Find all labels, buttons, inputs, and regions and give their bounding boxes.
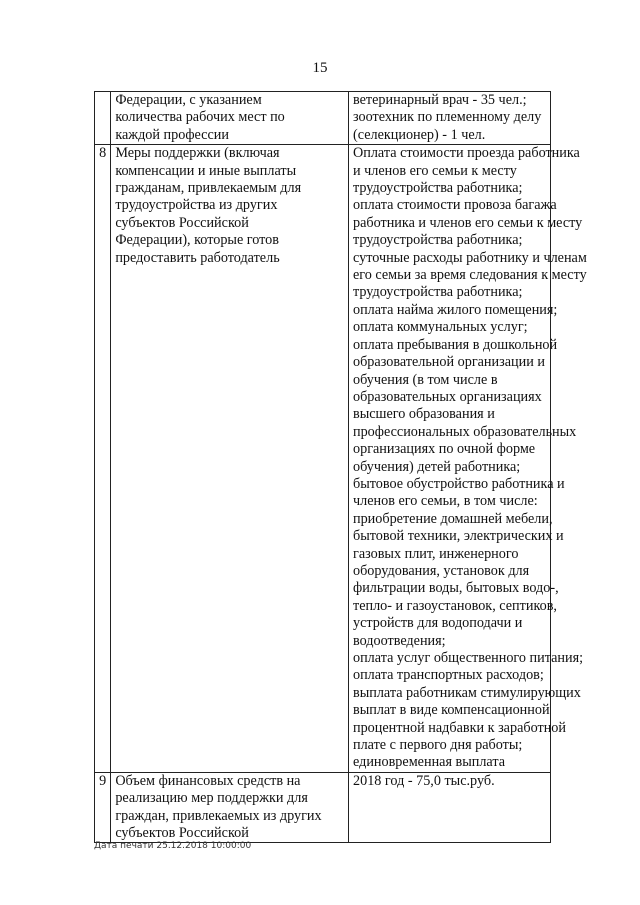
value-line: оплата пребывания в дошкольной [353,336,558,353]
row-value-cell [349,772,551,843]
value-line: обучения) детей работника; [353,458,521,475]
value-line: оплата коммунальных услуг; [353,319,528,336]
name-line: количества рабочих мест по [115,109,285,126]
value-line: и членов его семьи к месту [353,162,517,179]
name-line: компенсации и иные выплаты [115,162,297,179]
name-line: Федерации, с указанием [115,92,262,108]
row-value-cell [349,145,587,773]
value-line: обучения (в том числе в [353,371,498,388]
value-line: его семьи за время следования к месту [353,267,587,284]
print-date: Дата печати 25.12.2018 10:00:00 [94,841,252,851]
row-number: 8 [95,145,111,773]
name-line: реализацию мер поддержки для [115,790,308,807]
value-line: зоотехник по племенному делу [353,109,542,126]
name-line: гражданам, привлекаемым для [115,180,302,197]
value-line: приобретение домашней мебели, [353,510,553,527]
name-line: граждан, привлекаемых из других [115,807,322,824]
value-line: выплат в виде компенсационной [353,702,550,719]
row-value-cell [349,92,551,145]
name-line: Федерации), которые готов [115,232,279,249]
value-line: организациях по очной форме [353,441,536,458]
value-line: суточные расходы работнику и членам [353,249,587,266]
table-row [95,92,551,145]
row-name-cell [111,772,349,843]
row-name-cell [111,145,349,773]
value-line: работника и членов его семьи к месту [353,214,583,231]
value-line: трудоустройства работника; [353,284,523,301]
value-line: водоотведения; [353,632,446,649]
value-line: единовременная выплата [353,754,506,771]
value-line: оборудования, установок для [353,562,530,579]
table-body [95,92,587,843]
name-line: Меры поддержки (включая [115,145,280,162]
row-number: 9 [95,772,111,843]
value-line: выплата работникам стимулирующих [353,684,581,701]
value-line: профессиональных образовательных [353,423,577,440]
name-line: Объем финансовых средств на [115,772,301,789]
name-line: предоставить работодатель [115,249,280,266]
value-line: оплата найма жилого помещения; [353,301,558,318]
value-line: ветеринарный врач - 35 чел.; [353,92,527,108]
value-line: 2018 год - 75,0 тыс.руб. [353,772,495,789]
name-line: субъектов Российской [115,214,249,231]
requirements-table [94,91,587,843]
name-line: трудоустройства из других [115,197,278,214]
value-line: фильтрации воды, бытовых водо-, [353,580,559,597]
table-row [95,145,551,773]
value-line: оплата транспортных расходов; [353,667,544,684]
value-line: трудоустройства работника; [353,180,523,197]
value-line: (селекционер) - 1 чел. [353,126,486,143]
value-line: устройств для водоподачи и [353,615,523,632]
value-line: членов его семьи, в том числе: [353,493,538,510]
value-line: образовательной организации и [353,354,545,371]
value-line: оплата стоимости провоза багажа [353,197,557,214]
value-line: Оплата стоимости проезда работника [353,145,580,162]
value-line: процентной надбавки к заработной [353,719,566,736]
value-line: высшего образования и [353,406,495,423]
row-number [95,92,111,145]
row-name-cell [111,92,349,145]
page-number: 15 [312,60,328,76]
name-line: субъектов Российской [115,825,249,842]
name-line: каждой профессии [115,126,229,143]
value-line: бытовой техники, электрических и [353,528,564,545]
value-line: оплата услуг общественного питания; [353,650,584,666]
value-line: тепло- и газоустановок, септиков, [353,597,557,614]
value-line: газовых плит, инженерного [353,545,519,562]
value-line: плате с первого дня работы; [353,737,523,754]
value-line: образовательных организациях [353,388,542,405]
value-line: трудоустройства работника; [353,232,523,249]
table-row [95,772,551,843]
value-line: бытовое обустройство работника и [353,475,565,492]
